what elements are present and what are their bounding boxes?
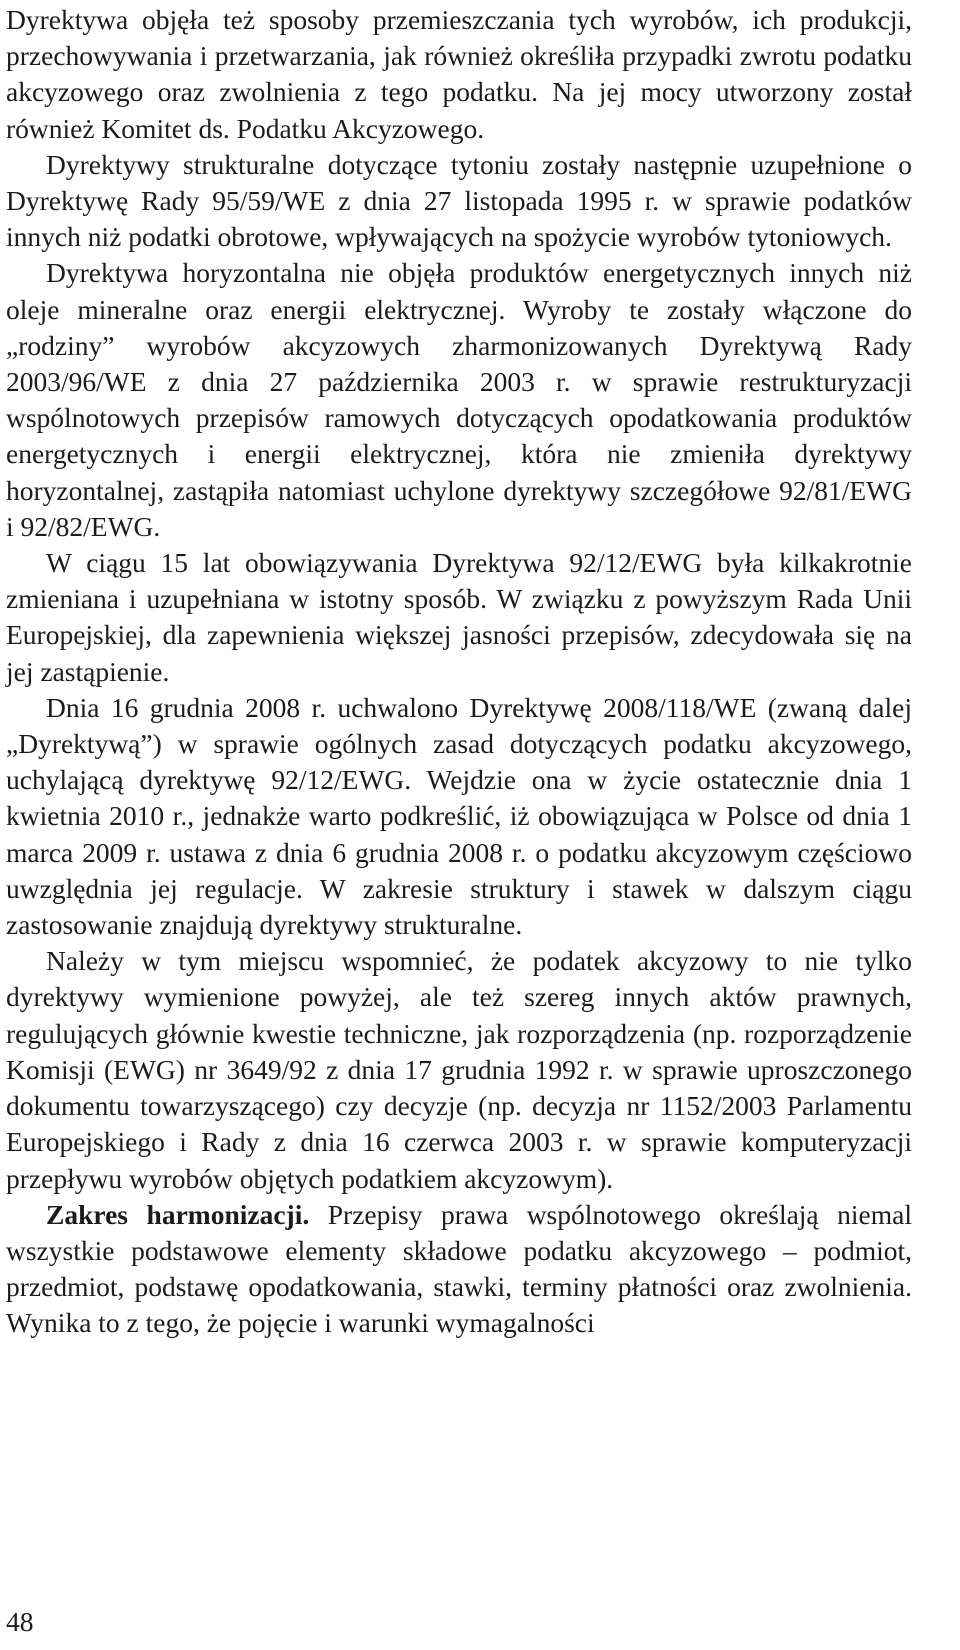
- paragraph-3: Dyrektywa horyzontalna nie objęła produktów energetycznych innych niż oleje mineralne oraz energii elektrycznej. Wyroby te zostały włączone do „rodziny” wyrobów akcyzowych zharmonizowanych Dyrektywą Rady 2003/96/WE z dnia 27 października 2003 r. w sprawie restrukturyzacji wspólnotowych przepisów ramowych dotyczących opodatkowania produktów energetycznych i energii elektrycznej, która nie zmieniła dyrektywy horyzontalnej, zastąpiła natomiast uchylone dyrektywy szczegółowe 92/81/EWG i 92/82/EWG.: [6, 257, 912, 542]
- page-number: 48: [6, 1606, 34, 1637]
- paragraph-1: Dyrektywa objęła też sposoby przemieszczania tych wyrobów, ich produkcji, przechowywania i przetwarzania, jak również określiła przypadki zwrotu podatku akcyzowego oraz zwolnienia z tego podatku. Na jej mocy utworzony został również Komitet ds. Podatku Akcyzowego.: [6, 4, 912, 144]
- section-heading: Zakres harmonizacji.: [46, 1198, 310, 1230]
- paragraph-7-text: Przepisy prawa wspólnotowego określają niemal wszystkie podstawowe elementy składowe podatku akcyzowego – podmiot, przedmiot, podstawę opodatkowania, stawki, terminy płatności oraz zwolnienia. Wynika to z tego, że pojęcie i warunki wymagalności: [6, 1198, 912, 1339]
- paragraph-6: Należy w tym miejscu wspomnieć, że podatek akcyzowy to nie tylko dyrektywy wymienione powyżej, ale też szereg innych aktów prawnych, regulujących głównie kwestie techniczne, jak rozporządzenia (np. rozporządzenie Komisji (EWG) nr 3649/92 z dnia 17 grudnia 1992 r. w sprawie uproszczonego dokumentu towarzyszącego) czy decyzje (np. decyzja nr 1152/2003 Parlamentu Europejskiego i Rady z dnia 16 czerwca 2003 r. w sprawie komputeryzacji przepływu wyrobów objętych podatkiem akcyzowym).: [6, 945, 912, 1194]
- paragraph-2: Dyrektywy strukturalne dotyczące tytoniu zostały następnie uzupełnione o Dyrektywę Rady 95/59/WE z dnia 27 listopada 1995 r. w sprawie podatków innych niż podatki obrotowe, wpływających na spożycie wyrobów tytoniowych.: [6, 148, 912, 253]
- book-page: [6, 0, 912, 1650]
- paragraph-5: Dnia 16 grudnia 2008 r. uchwalono Dyrektywę 2008/118/WE (zwaną dalej „Dyrektywą”) w sprawie ogólnych zasad dotyczących podatku akcyzowego, uchylającą dyrektywę 92/12/EWG. Wejdzie ona w życie ostatecznie dnia 1 kwietnia 2010 r., jednakże warto podkreślić, iż obowiązująca w Polsce od dnia 1 marca 2009 r. ustawa z dnia 6 grudnia 2008 r. o podatku akcyzowym częściowo uwzględnia jej regulacje. W zakresie struktury i stawek w dalszym ciągu zastosowanie znajdują dyrektywy strukturalne.: [6, 691, 912, 941]
- paragraph-7: [6, 1197, 912, 1342]
- paragraph-4: W ciągu 15 lat obowiązywania Dyrektywa 92/12/EWG była kilkakrotnie zmieniana i uzupełniana w istotny sposób. W związku z powyższym Rada Unii Europejskiej, dla zapewnienia większej jasności przepisów, zdecydowała się na jej zastąpienie.: [6, 547, 912, 687]
- body-text: [6, 2, 912, 1342]
